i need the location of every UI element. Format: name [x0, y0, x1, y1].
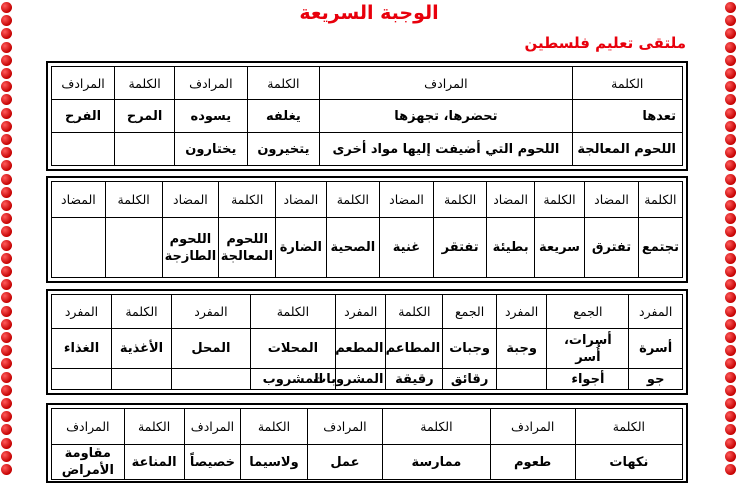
bead-ornament — [1, 187, 12, 198]
header-cell: المرادف — [490, 409, 575, 445]
bead-ornament — [725, 68, 736, 79]
bead-ornament — [725, 424, 736, 435]
table-cell: المطاعم — [386, 329, 443, 369]
table-cell: بطيئة — [487, 218, 534, 278]
bead-ornament — [725, 438, 736, 449]
bead-ornament — [1, 279, 12, 290]
header-cell: المفرد — [52, 295, 112, 329]
bead-ornament — [1, 68, 12, 79]
header-cell: الكلمة — [575, 409, 682, 445]
table-cell: جو — [629, 369, 683, 390]
right-bead-border — [724, 0, 738, 470]
table-cell: رقائق — [443, 369, 497, 390]
table-cell: اللحوم التي أضيفت إليها مواد أخرى — [320, 133, 572, 166]
header-cell: المضاد — [52, 182, 106, 218]
bead-ornament — [1, 372, 12, 383]
header-cell: الكلمة — [638, 182, 682, 218]
bead-ornament — [1, 200, 12, 211]
bead-ornament — [725, 108, 736, 119]
bead-ornament — [725, 398, 736, 409]
header-cell: الكلمة — [241, 409, 307, 445]
bead-ornament — [725, 411, 736, 422]
table-cell — [171, 369, 250, 390]
table-cell: المحل — [171, 329, 250, 369]
header-cell: المرادف — [52, 409, 125, 445]
header-cell: الكلمة — [433, 182, 487, 218]
table-cell — [52, 369, 112, 390]
bead-ornament — [1, 385, 12, 396]
bead-ornament — [1, 319, 12, 330]
bead-ornament — [725, 134, 736, 145]
bead-ornament — [725, 240, 736, 251]
table-cell: ولاسيما — [241, 445, 307, 480]
bead-ornament — [725, 174, 736, 185]
table-cell: اللحوم المعالجة — [572, 133, 682, 166]
table-cell: تفتقر — [433, 218, 487, 278]
header-cell: الكلمة — [124, 409, 184, 445]
table-cell: الفرح — [52, 100, 115, 133]
bead-ornament — [1, 398, 12, 409]
bead-ornament — [725, 226, 736, 237]
header-cell: الجمع — [443, 295, 497, 329]
table-cell: تحضرها، تجهزها — [320, 100, 572, 133]
bead-ornament — [1, 134, 12, 145]
table-cell: المشروب — [250, 369, 335, 390]
table-cell — [112, 369, 172, 390]
bead-ornament — [725, 147, 736, 158]
table-cell: تعدها — [572, 100, 682, 133]
bead-ornament — [1, 28, 12, 39]
table-cell: خصيصاً — [184, 445, 241, 480]
header-cell: الكلمة — [326, 182, 380, 218]
bead-ornament — [1, 42, 12, 53]
bead-ornament — [725, 28, 736, 39]
header-cell: المرادف — [52, 67, 115, 100]
table-cell: يسوده — [175, 100, 248, 133]
bead-ornament — [1, 292, 12, 303]
header-cell: المرادف — [175, 67, 248, 100]
header-cell: الجمع — [547, 295, 629, 329]
bead-ornament — [725, 464, 736, 475]
bead-ornament — [1, 94, 12, 105]
bead-ornament — [1, 358, 12, 369]
table-cell: مقاومة الأمراض — [52, 445, 125, 480]
header-cell: الكلمة — [572, 67, 682, 100]
header-cell: الكلمة — [115, 67, 175, 100]
bead-ornament — [1, 121, 12, 132]
bead-ornament — [725, 94, 736, 105]
header-cell: المفرد — [171, 295, 250, 329]
table-cell: المحلات — [250, 329, 335, 369]
table-cell: وجبات — [443, 329, 497, 369]
page-title: الوجبة السريعة — [299, 2, 439, 24]
header-cell: الكلمة — [534, 182, 584, 218]
bead-ornament — [1, 411, 12, 422]
table-cell: المشروبات — [336, 369, 386, 390]
bead-ornament — [725, 213, 736, 224]
table-cell: طعوم — [490, 445, 575, 480]
table-cell: اللحوم المعالجة — [219, 218, 276, 278]
table-cell: وجبة — [496, 329, 546, 369]
subtitle: ملتقى تعليم فلسطين — [524, 34, 686, 52]
bead-ornament — [725, 345, 736, 356]
header-cell: الكلمة — [383, 409, 490, 445]
bead-ornament — [725, 121, 736, 132]
header-cell: المفرد — [496, 295, 546, 329]
bead-ornament — [1, 438, 12, 449]
bead-ornament — [725, 358, 736, 369]
header-cell: المضاد — [487, 182, 534, 218]
bead-ornament — [1, 424, 12, 435]
table-cell: المطعم — [336, 329, 386, 369]
table-cell: سريعة — [534, 218, 584, 278]
bead-ornament — [725, 200, 736, 211]
table-cell — [52, 218, 106, 278]
bead-ornament — [1, 174, 12, 185]
header-cell: الكلمة — [105, 182, 162, 218]
bead-ornament — [1, 306, 12, 317]
header-cell: المرادف — [307, 409, 383, 445]
header-cell: المفرد — [629, 295, 683, 329]
bead-ornament — [725, 451, 736, 462]
bead-ornament — [1, 253, 12, 264]
table-cell: أسرة — [629, 329, 683, 369]
bead-ornament — [725, 253, 736, 264]
plurals-table — [46, 289, 688, 395]
bead-ornament — [725, 292, 736, 303]
bead-ornament — [725, 81, 736, 92]
antonyms-table — [46, 176, 688, 283]
header-cell: المضاد — [380, 182, 434, 218]
bead-ornament — [1, 55, 12, 66]
header-cell: المرادف — [320, 67, 572, 100]
bead-ornament — [725, 372, 736, 383]
table-cell: أجواء — [547, 369, 629, 390]
table-cell: الأغذية — [112, 329, 172, 369]
table-cell: تفترق — [585, 218, 639, 278]
bead-ornament — [725, 319, 736, 330]
bead-ornament — [1, 108, 12, 119]
header-cell: المضاد — [585, 182, 639, 218]
bead-ornament — [725, 42, 736, 53]
bead-ornament — [1, 345, 12, 356]
table-cell: ممارسة — [383, 445, 490, 480]
table-cell: نكهات — [575, 445, 682, 480]
bead-ornament — [725, 55, 736, 66]
header-cell: الكلمة — [386, 295, 443, 329]
table-cell: أسرات، أُسر — [547, 329, 629, 369]
header-cell: الكلمة — [112, 295, 172, 329]
table-cell: تجتمع — [638, 218, 682, 278]
table-cell — [105, 218, 162, 278]
table-cell: الصحية — [326, 218, 380, 278]
bead-ornament — [725, 160, 736, 171]
bead-ornament — [725, 266, 736, 277]
bead-ornament — [1, 240, 12, 251]
table-cell: اللحوم الطازجة — [162, 218, 219, 278]
bead-ornament — [1, 81, 12, 92]
table-cell: الضارة — [276, 218, 326, 278]
header-cell: المضاد — [276, 182, 326, 218]
bead-ornament — [1, 226, 12, 237]
table-cell — [52, 133, 115, 166]
table-cell: المناعة — [124, 445, 184, 480]
synonyms-table-1 — [46, 61, 688, 171]
table-cell: رقيقة — [386, 369, 443, 390]
bead-ornament — [1, 147, 12, 158]
header-cell: الكلمة — [250, 295, 335, 329]
bead-ornament — [725, 187, 736, 198]
header-cell: المفرد — [336, 295, 386, 329]
table-cell: يتخيرون — [247, 133, 320, 166]
bead-ornament — [725, 279, 736, 290]
bead-ornament — [1, 332, 12, 343]
table-cell — [496, 369, 546, 390]
bead-ornament — [1, 160, 12, 171]
table-cell: عمل — [307, 445, 383, 480]
bead-ornament — [725, 385, 736, 396]
bead-ornament — [725, 306, 736, 317]
left-bead-border — [0, 0, 14, 470]
bead-ornament — [725, 332, 736, 343]
bead-ornament — [1, 464, 12, 475]
header-cell: الكلمة — [219, 182, 276, 218]
header-cell: الكلمة — [247, 67, 320, 100]
header-cell: المرادف — [184, 409, 241, 445]
bead-ornament — [1, 213, 12, 224]
table-cell: يختارون — [175, 133, 248, 166]
synonyms-table-2 — [46, 403, 688, 483]
table-cell: غنية — [380, 218, 434, 278]
table-cell — [115, 133, 175, 166]
table-cell: المرح — [115, 100, 175, 133]
table-cell: الغذاء — [52, 329, 112, 369]
header-cell: المضاد — [162, 182, 219, 218]
table-cell: يغلفه — [247, 100, 320, 133]
bead-ornament — [1, 451, 12, 462]
bead-ornament — [1, 266, 12, 277]
